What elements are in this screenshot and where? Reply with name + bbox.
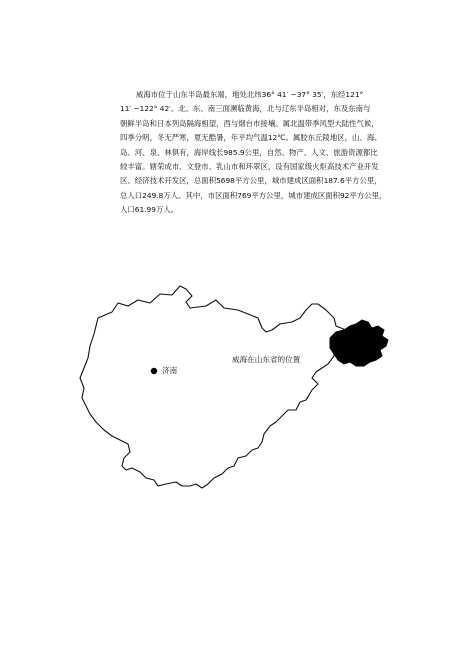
intro-line: 11′ ~122° 42′。北、东、南三面濒临黄海，北与辽东半岛相对，东及东南与 bbox=[120, 104, 371, 114]
map-caption: 威海在山东省的位置 bbox=[232, 355, 301, 364]
intro-line: 岛、河、泉、林俱有，海岸线长985.9公里，自然、物产、人文、旅游资源都比 bbox=[120, 147, 378, 157]
city-label-jinan: 济南 bbox=[162, 366, 178, 375]
intro-line: 朝鲜半岛和日本列岛隔海相望，西与烟台市接壤。属北温带季风型大陆性气候， bbox=[120, 118, 379, 128]
intro-line: 四季分明，冬无严寒，夏无酷暑，年平均气温12℃。属胶东丘陵地区，山、海、 bbox=[120, 133, 382, 143]
shandong-outline bbox=[80, 286, 346, 488]
intro-line: 总人口249.8万人。其中，市区面积769平方公里，城市建成区面积92平方公里， bbox=[120, 190, 387, 200]
filled-circle-icon bbox=[151, 368, 157, 374]
intro-line: 威海市位于山东半岛最东端，地处北纬36° 41′ ~37° 35′，东经121° bbox=[136, 90, 364, 99]
intro-line: 较丰富。辖荣成市、文登市、乳山市和环翠区，设有国家级火炬高技术产业开发 bbox=[120, 161, 379, 171]
intro-line: 人口61.99万人。 bbox=[120, 205, 179, 215]
intro-line: 区、经济技术开发区，总面积5698平方公里，城市建成区面积187.6平方公里， bbox=[120, 176, 382, 186]
